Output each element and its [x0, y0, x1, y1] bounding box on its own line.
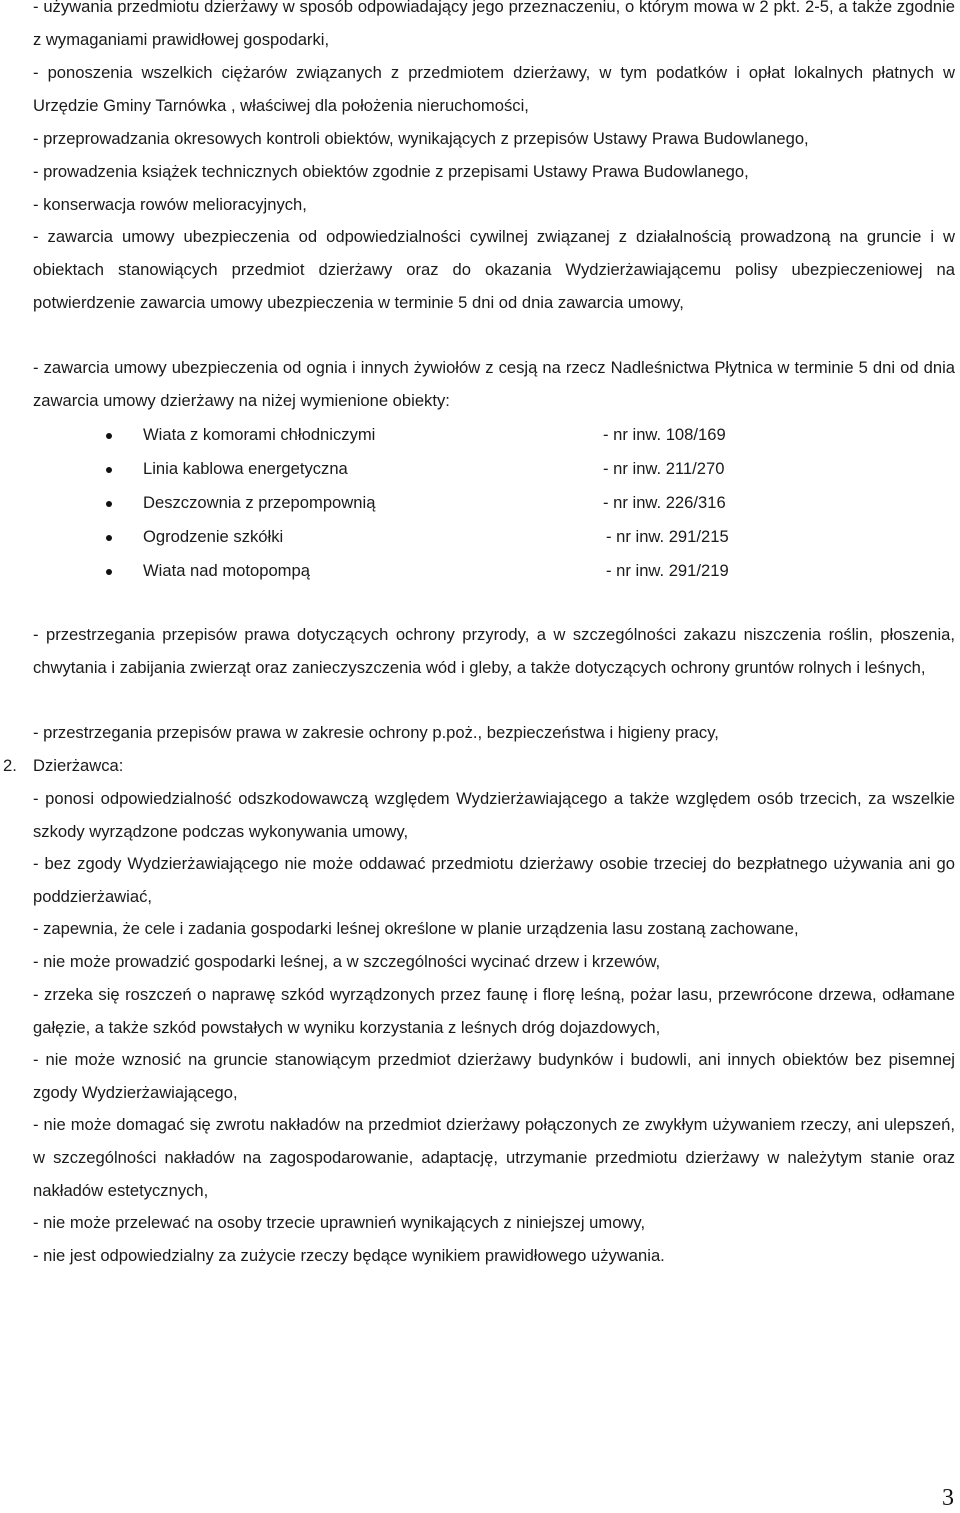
list-item: [0, 486, 960, 520]
page-number: 3: [942, 1485, 954, 1511]
section-title: Dzierżawca:: [33, 756, 124, 775]
object-inventory-number: - nr inw. 226/316: [603, 493, 726, 512]
bullet-icon: [106, 467, 112, 473]
clause-waiver-of-claims: - zrzeka się roszczeń o naprawę szkód wyrządzonych przez faunę i florę leśną, pożar lasu, przewrócone drzewa, odłamane gałęzie, a także szkód powstałych w wyniku korzystania z leśnych dróg dojazdowych,: [33, 985, 955, 1037]
clause-fire-insurance: - zawarcia umowy ubezpieczenia od ognia i innych żywiołów z cesją na rzecz Nadleśnictwa Płytnica w terminie 5 dni od dnia zawarcia umowy dzierżawy na niżej wymienione obiekty:: [33, 358, 955, 410]
object-name: Wiata z komorami chłodniczymi: [143, 425, 376, 444]
object-inventory-number: - nr inw. 291/219: [606, 561, 729, 580]
clause-damages-liability: - ponosi odpowiedzialność odszkodowawczą względem Wydzierżawiającego a także względem osób trzecich, za wszelkie szkody wyrządzone podczas wykonywania umowy,: [33, 789, 955, 841]
object-inventory-number: - nr inw. 108/169: [603, 425, 726, 444]
object-name: Wiata nad motopompą: [143, 561, 310, 580]
clause-drainage-ditches: - konserwacja rowów melioracyjnych,: [33, 195, 307, 214]
bullet-icon: [106, 569, 112, 575]
clause-no-forestry: - nie może prowadzić gospodarki leśnej, a w szczególności wycinać drzew i krzewów,: [33, 952, 661, 971]
object-inventory-number: - nr inw. 291/215: [606, 527, 729, 546]
list-item: [0, 520, 960, 554]
clause-use-per-purpose: - używania przedmiotu dzierżawy w sposób odpowiadający jego przeznaczeniu, o którym mowa w 2 pkt. 2-5, a także zgodnie z wymaganiami prawidłowej gospodarki,: [33, 0, 955, 49]
clause-local-fees: - ponoszenia wszelkich ciężarów związanych z przedmiotem dzierżawy, w tym podatków i opłat lokalnych płatnych w Urzędzie Gminy Tarnówka , właściwej dla położenia nieruchomości,: [33, 63, 955, 115]
clause-nature-protection: - przestrzegania przepisów prawa dotyczących ochrony przyrody, a w szczególności zakazu niszczenia roślin, płoszenia, chwytania i zabijania zwierząt oraz zanieczyszczenia wód i gleby, a także dotyczących ochrony gruntów rolnych i leśnych,: [33, 625, 955, 677]
clause-no-construction: - nie może wznosić na gruncie stanowiącym przedmiot dzierżawy budynków i budowli, ani innych obiektów bez pisemnej zgody Wydzierżawiającego,: [33, 1050, 955, 1102]
object-inventory-number: - nr inw. 211/270: [603, 459, 725, 478]
list-item: [0, 452, 960, 486]
clause-liability-insurance: - zawarcia umowy ubezpieczenia od odpowiedzialności cywilnej związanej z działalnością prowadzoną na gruncie i w obiektach stanowiących przedmiot dzierżawy oraz do okazania Wydzierżawiającemu polisy ubezpieczeniowej na potwierdzenie zawarcia umowy ubezpieczenia w terminie 5 dni od dnia zawarcia umowy,: [33, 227, 955, 312]
clause-technical-books: - prowadzenia książek technicznych obiektów zgodnie z przepisami Ustawy Prawa Budowlanego,: [33, 162, 749, 181]
clause-no-expense-refund: - nie może domagać się zwrotu nakładów na przedmiot dzierżawy połączonych ze zwykłym używaniem rzeczy, ani ulepszeń, w szczególności nakładów na zagospodarowanie, adaptację, utrzymanie przedmiotu dzierżawy w należytym stanie oraz nakładów estetycznych,: [33, 1115, 955, 1200]
clause-inspections: - przeprowadzania okresowych kontroli obiektów, wynikających z przepisów Ustawy Prawa Budowlanego,: [33, 129, 809, 148]
clause-no-rights-transfer: - nie może przelewać na osoby trzecie uprawnień wynikających z niniejszej umowy,: [33, 1213, 646, 1232]
bullet-icon: [106, 501, 112, 507]
bullet-icon: [106, 535, 112, 541]
object-name: Ogrodzenie szkółki: [143, 527, 284, 546]
list-item: [0, 554, 960, 588]
clause-no-sublease: - bez zgody Wydzierżawiającego nie może oddawać przedmiotu dzierżawy osobie trzeciej do bezpłatnego używania ani go poddzierżawiać,: [33, 854, 955, 906]
clause-fire-safety: - przestrzegania przepisów prawa w zakresie ochrony p.poż., bezpieczeństwa i higieny pracy,: [33, 723, 719, 742]
section-number: 2.: [3, 756, 17, 775]
bullet-icon: [106, 433, 112, 439]
object-name: Linia kablowa energetyczna: [143, 459, 348, 478]
clause-forest-plan: - zapewnia, że cele i zadania gospodarki leśnej określone w planie urządzenia lasu zostaną zachowane,: [33, 919, 799, 938]
insured-objects-list: [0, 418, 960, 588]
list-item: [0, 418, 960, 452]
clause-wear-and-tear: - nie jest odpowiedzialny za zużycie rzeczy będące wynikiem prawidłowego używania.: [33, 1246, 665, 1265]
object-name: Deszczownia z przepompownią: [143, 493, 376, 512]
